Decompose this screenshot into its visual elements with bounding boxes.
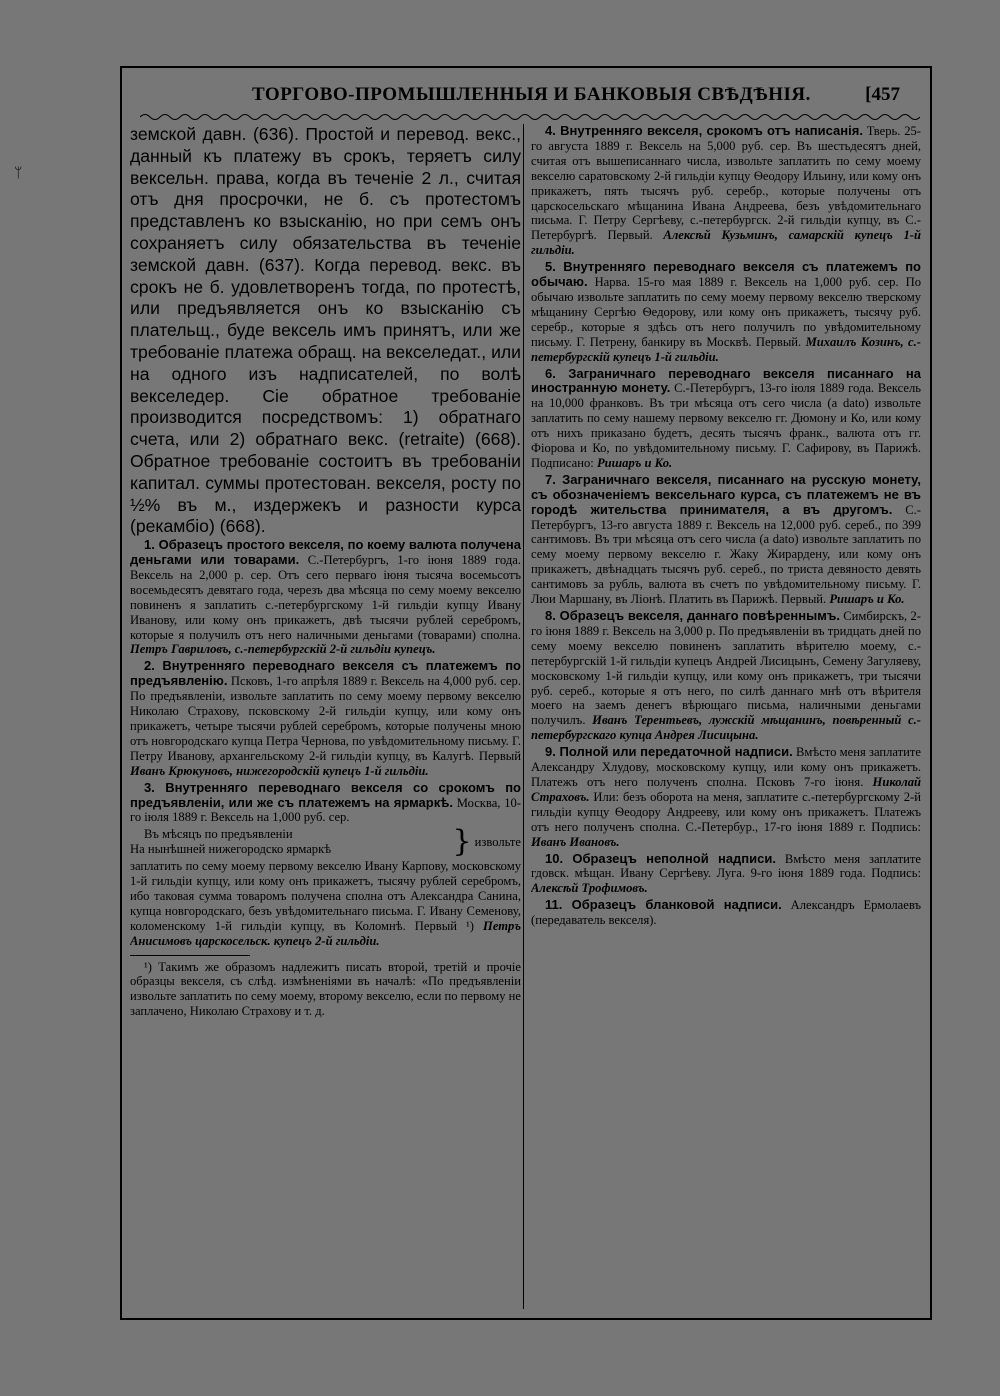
footnote: ¹) Такимъ же образомъ надлежитъ писать второй, третій и прочіе образцы векселя, съ слѣд. измѣненіями въ началѣ: «По предъявленіи извольте заплатить по сему моему, второму векселю, если по первому не заплачено, Николаю Страхову и т. д.	[130, 959, 521, 1018]
entry-body: С.-Петербургъ, 1-го іюня 1889 года. Вексель на 2,000 р. сер. Отъ сего перваго іюня тысяча восемьсотъ восемьдесятъ девятаго года, черезъ два мѣсяца по сему моему векселю повиненъ я заплатить с.-петербургскому 1-й гильдіи купцу Ивану Иванову, или кому онъ прикажетъ, двѣ тысячи рублей серебромъ, которые я получилъ отъ него наличными деньгами (товарами) сполна.	[130, 553, 521, 642]
entry-6	[531, 367, 921, 471]
entry-11	[531, 898, 921, 928]
brace-word: извольте	[474, 834, 521, 849]
entry-body: Вмѣсто меня заплатите Александру Хлудову, московскому купцу, или кому онъ прикажетъ. Платежъ отъ него полученъ сполна. Псковъ 7-го іюня.	[531, 745, 921, 789]
brace-lines	[130, 827, 450, 857]
entry-4	[531, 124, 921, 258]
entry-10	[531, 852, 921, 897]
running-title: ТОРГОВО-ПРОМЫШЛЕННЫЯ И БАНКОВЫЯ СВѢДѢНІЯ.	[252, 84, 811, 105]
continuation-body: заплатить по сему моему первому векселю Ивану Карпову, московскому 1-й гильдіи купцу, или кому онъ прикажетъ, тысячу рублей серебромъ, ибо таковая сумма товаромъ получена сполна отъ Александра Санина, купца новгородскаго, безъ увѣдомительнаго письма. Г. Ивану Семенову, коломенскому 1-й гильдіи купцу, въ Коломнѣ. Первый ¹)	[130, 859, 521, 933]
continuation-signature: Петръ Анисимовъ царскосельск. купецъ 2-й гильдіи.	[130, 918, 521, 948]
entry-title: 6. Заграничнаго переводнаго векселя писаннаго на иностранную монету.	[531, 365, 921, 396]
entry-title: 10. Образецъ неполной надписи.	[545, 850, 776, 866]
entry-body: Москва, 10-го іюля 1889 г. Вексель на 1,000 руб. сер.	[130, 795, 521, 825]
entry-body-2: Или: безъ оборота на меня, заплатите с.-петербургскому 2-й гильдіи купцу Ѳеодору Андрееву, или кому онъ прикажетъ. Платежъ отъ него полученъ сполна. С.-Петербур., 17-го іюня 1889 г. Подпись:	[531, 789, 921, 834]
entry-5	[531, 260, 921, 364]
entry-signature-2: Иванъ Ивановъ.	[531, 834, 620, 849]
entry-signature: Михаилъ Козинъ, с.-петербургскій купецъ 1-й гильдіи.	[531, 334, 921, 364]
entry-title: 5. Внутренняго переводнаго векселя съ платежемъ по обычаю.	[531, 259, 921, 290]
intro-paragraph: земской давн. (636). Простой и перевод. векс., данный къ платежу въ срокъ, теряетъ силу вексельн. права, когда въ теченіе 2 л., считая отъ дня просрочки, не б. съ протестомъ представленъ ко взысканію, но при семъ онъ сохраняетъ силу обязательства въ теченіе земской давн. (637). Когда перевод. векс. въ срокъ не б. удовлетворенъ тогда, по протестѣ, или предъявляется онъ ко взысканію съ плательщ., буде вексель имъ принятъ, или же требованіе платежа обращ. на векселедат., или на одного изъ надписателей, по волѣ векселедер. Сіе обратное требованіе производится посредствомъ: 1) обратнаго счета, или 2) обратнаго векс. (retraite) (668). Обратное требованіе состоитъ въ требованіи капитал. суммы протестован. векселя, росту по ½% въ м., издержекъ и разности курса (рекамбіо) (668).	[130, 124, 521, 537]
brace-line-2: На нынѣшней нижегородско ярмаркѣ	[130, 842, 332, 857]
entry-signature: Иванъ Крюкуновъ, нижегородскій купецъ 1-й гильдіи.	[130, 763, 429, 778]
header-wavy-rule	[140, 112, 920, 122]
entry-title: 9. Полной или передаточной надписи.	[545, 744, 793, 760]
right-column	[531, 124, 921, 1310]
entry-title: 1. Образецъ простого векселя, по коему валюта получена деньгами или товарами.	[130, 537, 521, 568]
brace-block	[130, 824, 521, 860]
entry-3	[130, 781, 521, 826]
entry-title: 4. Внутренняго векселя, срокомъ отъ написанія.	[545, 124, 863, 138]
entry-body: С.-Петербургъ, 13-го августа 1889 г. Вексель на 12,000 руб. сереб., по 399 сантимовъ. Въ три мѣсяца отъ сего числа (a dato) извольте заплатить по сему моему первому векселю г. Жаку Жирардену, или кому онъ прикажетъ, двѣнадцать тысячъ руб. сереб., по триста девяносто девять сантимовъ за рубль, валюта въ счетъ по увѣдомительному письму. Г. Люи Маршану, въ Ліонѣ. Платить въ Парижѣ. Первый.	[531, 502, 921, 607]
entry-body: Александръ Ермолаевъ (передаватель векселя).	[531, 898, 921, 928]
entry-body: С.-Петербургъ, 13-го іюля 1889 года. Вексель на 10,000 франковъ. Въ три мѣсяца отъ сего числа (a dato) извольте заплатить по сему нашему первому векселю гг. Дюмону и Ко, или кому отъ нихъ приказано будетъ, десять тысячъ франк., валюта отъ гг. Фіорова и Ко, по увѣдомительному письму. Г. Сафирову, въ Парижѣ. Подписано:	[531, 381, 921, 470]
entry-body: Симбирскъ, 2-го іюня 1889 г. Вексель на 3,000 р. По предъявленіи въ тридцать дней по сему моему векселю повиненъ заплатить вѣрителю моему, с.-петербургскій 1-й гильдіи купецъ Андрей Лисицынъ, Семену Загуляеву, московскому 1-й гильдіи купцу, или кому онъ прикажетъ, три тысячи руб. сереб., которые я отъ него, по силѣ даннаго мнѣ отъ вѣрителя моего на заемъ денегъ вѣрющаго письма, наличными деньгами получилъ.	[531, 609, 921, 728]
entry-signature: Иванъ Терентьевъ, лужскій мѣщанинъ, повѣренный с.-петербургскаго купца Андрея Лисицына.	[531, 713, 921, 743]
entry-body: Псковъ, 1-го апрѣля 1889 г. Вексель на 4,000 руб. сер. По предъявленіи, извольте заплатить по сему моему первому векселю Николаю Страхову, псковскому 2-й гильдіи купцу, или кому онъ прикажетъ, четыре тысячи рублей серебромъ, которые получены мною отъ новгородскаго купца Петра Чернова, по увѣдомительному письму. Г. Петру Иванову, архангельскому 2-й гильдіи купцу, въ Калугѣ. Первый	[130, 674, 521, 763]
entry-title: 2. Внутренняго переводнаго векселя съ платежемъ по предъявленію.	[130, 658, 521, 689]
entry-2	[130, 659, 521, 778]
entry-7	[531, 473, 921, 607]
margin-mark: ᛘ	[14, 166, 23, 181]
entry-signature: Алексѣй Трофимовъ.	[531, 881, 648, 896]
curly-brace-glyph: }	[452, 824, 472, 860]
entry-title: 7. Заграничнаго векселя, писаннаго на русскую монету, съ обозначеніемъ вексельнаго курса, съ платежемъ не въ городѣ жительства принимателя, а въ другомъ.	[531, 471, 921, 517]
footnote-rule	[130, 955, 250, 956]
entry-title: 8. Образецъ векселя, даннаго повѣреннымъ.	[545, 608, 840, 623]
entry-title: 11. Образецъ бланковой надписи.	[545, 897, 782, 913]
entry-signature: Ришаръ и Ко.	[829, 592, 905, 607]
brace-line-1: Въ мѣсяцъ по предъявленіи	[144, 827, 293, 842]
column-divider	[523, 124, 524, 1309]
entry-signature: Алексѣй Кузьминъ, самарскій купецъ 1-й гильдіи.	[531, 228, 921, 258]
entry-signature: Петръ Гавриловъ, с.-петербургскій 2-й гильдіи купецъ.	[130, 642, 436, 657]
page-header	[140, 84, 910, 108]
entry-3-continuation	[130, 859, 521, 948]
entry-signature: Николай Страховъ.	[531, 774, 921, 804]
entry-1	[130, 538, 521, 657]
page-number: [457	[865, 84, 900, 105]
entry-signature: Ришаръ и Ко.	[596, 455, 673, 470]
entry-title: 3. Внутренняго переводнаго векселя со срокомъ по предъявленіи, или же съ платежемъ на ярмаркѣ.	[130, 779, 521, 810]
entry-body: Тверь. 25-го августа 1889 г. Вексель на 5,000 руб. сер. Въ шестьдесятъ дней, считая отъ вышеписаннаго числа, извольте заплатить по сему моему векселю саратовскому 2-й гильдіи купцу Ѳеодору Ильину, или кому онъ прикажетъ, пять тысячъ руб. серебр., которые получены отъ царскосельскаго мѣщанина Ивана Андреева, безъ увѣдомительнаго письма. Г. Петру Сергѣеву, с.-петербургск. 2-й гильдіи купцу, въ С.-Петербургѣ. Первый.	[531, 124, 921, 243]
left-column	[130, 124, 521, 1310]
entry-body: Вмѣсто меня заплатите гдовск. мѣщан. Ивану Сергѣеву. Луга. 9-го іюня 1889 года. Подпись:	[531, 851, 921, 881]
entry-9	[531, 745, 921, 849]
entry-8	[531, 609, 921, 743]
entry-body: Нарва. 15-го мая 1889 г. Вексель на 1,000 руб. сер. По обычаю извольте заплатить по сему моему первому векселю тверскому мѣщанину Сергѣю Ѳедорову, или кому онъ прикажетъ, тысячу руб. серебр., которые я здѣсь отъ него получилъ по увѣдомительному письму. Г. Петрену, банкиру въ Москвѣ. Первый.	[531, 275, 921, 349]
